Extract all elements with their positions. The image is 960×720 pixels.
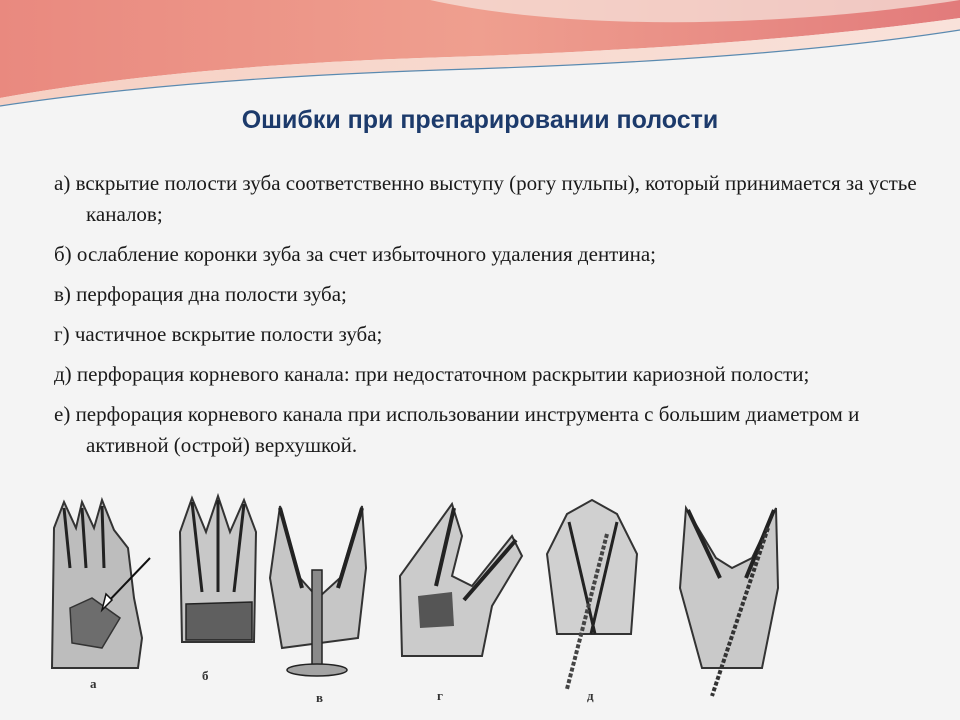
list-item-g: г) частичное вскрытие полости зуба; xyxy=(54,322,383,346)
tooth-figure-v xyxy=(262,498,372,688)
header-wave-decoration xyxy=(0,0,960,120)
figure-label-v: в xyxy=(316,690,324,705)
list-item-v: в) перфорация дна полости зуба; xyxy=(54,282,347,306)
list-item-a: а) вскрытие полости зуба соответственно выступу (рогу пульпы), который принимается за устье каналов; xyxy=(54,171,917,226)
figure-label-b: б xyxy=(202,668,209,683)
tooth-figure-e xyxy=(672,498,792,698)
tooth-illustrations xyxy=(32,478,822,708)
list-item-e: е) перфорация корневого канала при использовании инструмента с большим диаметром и активной (острой) верхушкой. xyxy=(54,402,860,457)
slide-title: Ошибки при препарировании полости xyxy=(241,106,719,134)
tooth-figure-g xyxy=(392,496,532,676)
figure-label-g: г xyxy=(437,688,443,703)
figure-label-a: а xyxy=(90,676,97,691)
tooth-figure-d xyxy=(537,494,647,694)
tooth-figure-a xyxy=(42,488,162,673)
list-item-b: б) ослабление коронки зуба за счет избыточного удаления дентина; xyxy=(54,242,656,266)
list-item-d: д) перфорация корневого канала: при недостаточном раскрытии кариозной полости; xyxy=(54,362,810,386)
figure-label-d: д xyxy=(587,688,594,703)
tooth-figure-b xyxy=(172,492,267,672)
error-list xyxy=(54,168,934,470)
